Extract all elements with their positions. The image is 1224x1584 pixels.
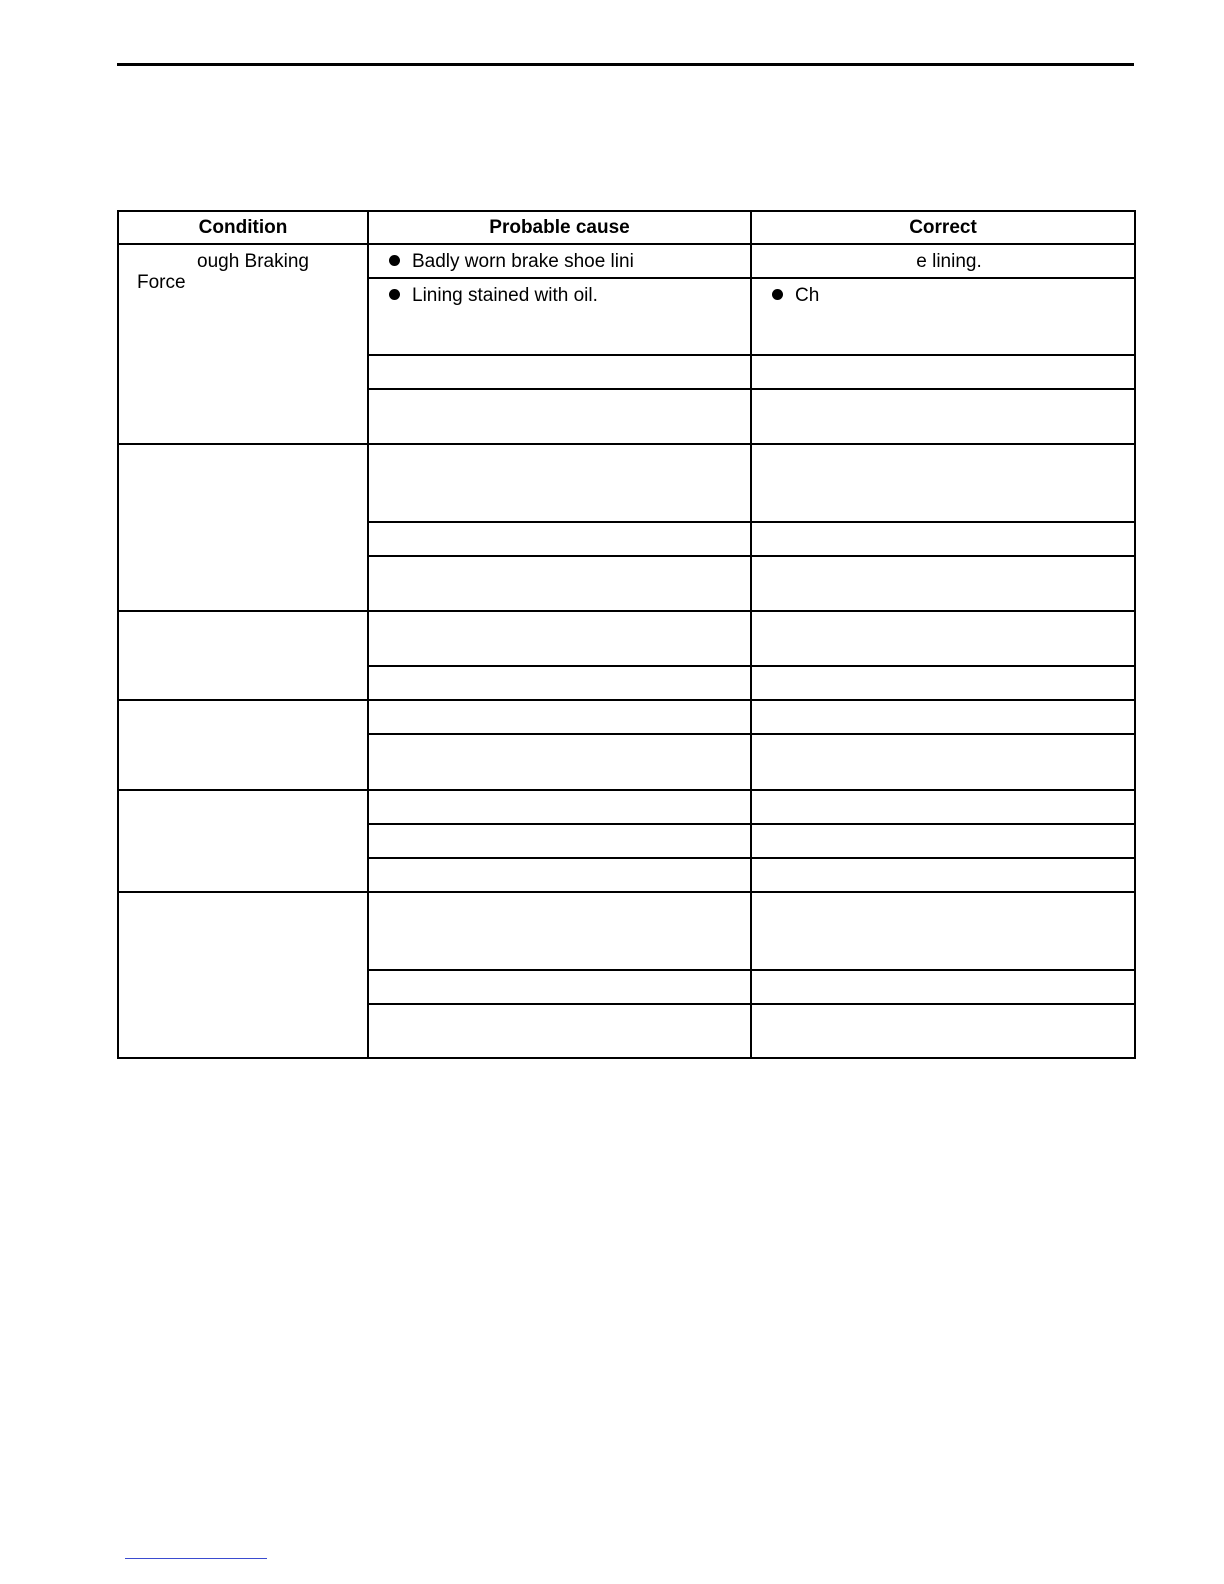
table-row <box>118 790 1135 824</box>
correction-cell <box>751 700 1135 734</box>
header-correct: Correct <box>751 211 1135 244</box>
cause-cell <box>368 611 751 666</box>
correction-cell <box>751 1004 1135 1058</box>
cause-cell <box>368 444 751 522</box>
cause-cell <box>368 1004 751 1058</box>
table-header-row <box>118 211 1135 244</box>
cause-cell <box>368 244 751 278</box>
correction-text: e lining. <box>916 251 982 272</box>
footer-link-underline <box>125 1558 267 1559</box>
correction-cell <box>751 278 1135 355</box>
header-probable-cause: Probable cause <box>368 211 751 244</box>
cause-text: Badly worn brake shoe lini <box>412 251 634 272</box>
correction-cell <box>751 858 1135 892</box>
correction-cell <box>751 556 1135 611</box>
correction-cell <box>751 892 1135 970</box>
correction-cell <box>751 734 1135 790</box>
cause-cell <box>368 824 751 858</box>
cause-cell <box>368 556 751 611</box>
header-condition: Condition <box>118 211 368 244</box>
correction-cell <box>751 522 1135 556</box>
correction-cell <box>751 824 1135 858</box>
table-row <box>118 244 1135 278</box>
cause-cell <box>368 389 751 444</box>
condition-cell <box>118 444 368 611</box>
correction-cell <box>751 970 1135 1004</box>
correction-cell <box>751 611 1135 666</box>
table-row <box>118 444 1135 522</box>
condition-cell <box>118 244 368 444</box>
cause-cell <box>368 734 751 790</box>
cause-cell <box>368 522 751 556</box>
correction-cell <box>751 444 1135 522</box>
condition-cell <box>118 892 368 1058</box>
table-row <box>118 611 1135 666</box>
header-rule <box>117 63 1134 66</box>
correction-cell <box>751 355 1135 389</box>
cause-cell <box>368 858 751 892</box>
cause-cell <box>368 355 751 389</box>
troubleshooting-table-wrapper <box>117 210 1136 1059</box>
correction-text: Ch <box>795 285 820 306</box>
cause-cell <box>368 892 751 970</box>
cause-cell <box>368 970 751 1004</box>
correction-cell <box>751 244 1135 278</box>
cause-cell <box>368 790 751 824</box>
cause-text: Lining stained with oil. <box>412 285 598 306</box>
bullet-icon <box>772 289 783 300</box>
troubleshooting-table <box>117 210 1136 1059</box>
cause-cell <box>368 666 751 700</box>
condition-line: ough Braking <box>197 251 309 272</box>
correction-cell <box>751 666 1135 700</box>
correction-cell <box>751 790 1135 824</box>
correction-cell <box>751 389 1135 444</box>
table-row <box>118 700 1135 734</box>
table-row <box>118 892 1135 970</box>
condition-cell <box>118 611 368 700</box>
cause-cell <box>368 278 751 355</box>
condition-cell <box>118 790 368 892</box>
condition-cell <box>118 700 368 790</box>
condition-line: Force <box>137 272 186 293</box>
cause-cell <box>368 700 751 734</box>
bullet-icon <box>389 289 400 300</box>
bullet-icon <box>389 255 400 266</box>
